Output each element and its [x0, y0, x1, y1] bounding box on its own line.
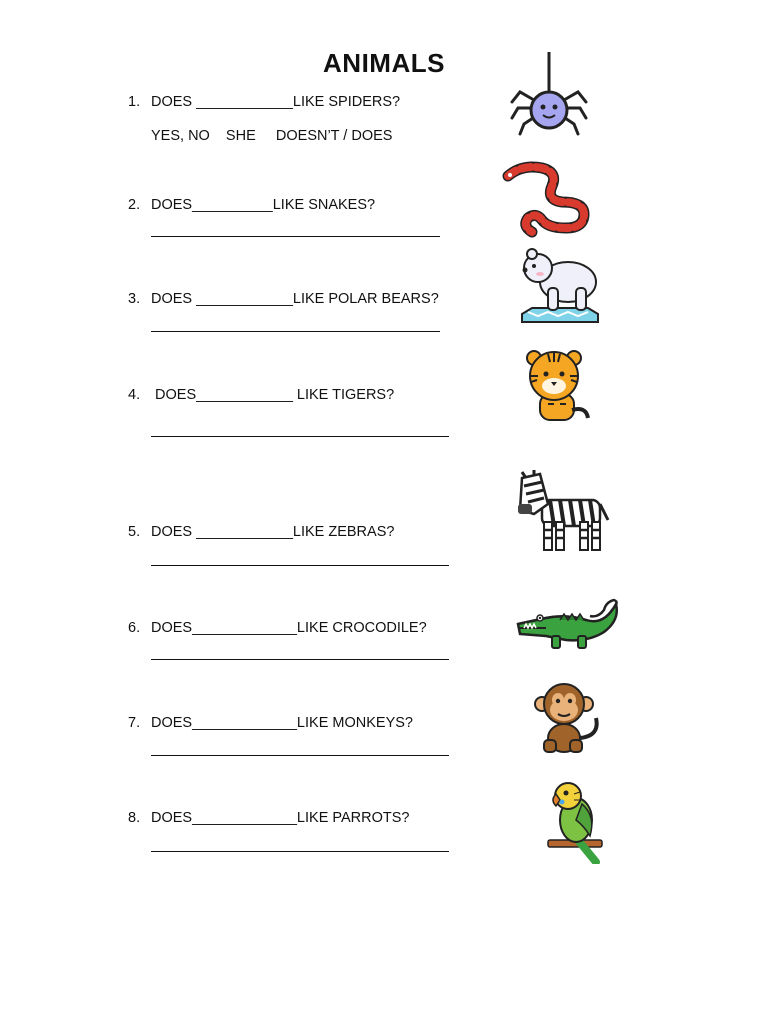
monkey-icon [534, 682, 600, 756]
answer-line[interactable] [151, 331, 440, 332]
answer-line[interactable] [151, 236, 440, 237]
question-number: 3. [128, 291, 141, 307]
answer-line[interactable] [151, 659, 449, 660]
question-number: 7. [128, 715, 141, 731]
polar-bear-icon [518, 244, 602, 326]
question-text: DOES ____________LIKE ZEBRAS? [151, 524, 395, 540]
answer-line[interactable] [151, 851, 449, 852]
question-text: DOES____________ LIKE TIGERS? [151, 387, 395, 403]
crocodile-icon [516, 596, 620, 654]
parrot-icon [546, 780, 606, 864]
question-number: 2. [128, 197, 141, 213]
snake-icon [502, 158, 594, 238]
question-number: 6. [128, 620, 141, 636]
question-text: DOES_____________LIKE CROCODILE? [151, 620, 427, 636]
question-number: 1. [128, 94, 141, 110]
question-text: DOES ____________LIKE POLAR BEARS? [151, 291, 439, 307]
answer-line[interactable] [151, 755, 449, 756]
question-text: DOES_____________LIKE MONKEYS? [151, 715, 413, 731]
answer-line[interactable] [151, 565, 449, 566]
zebra-icon [514, 470, 610, 554]
question-number: 4. [128, 387, 141, 403]
page-title: ANIMALS [323, 48, 445, 78]
question-text: DOES ____________LIKE SPIDERS? [151, 94, 401, 110]
answer-text: YES, NO SHE DOESN’T / DOES [151, 128, 393, 144]
question-text: DOES__________LIKE SNAKES? [151, 197, 376, 213]
question-text: DOES_____________LIKE PARROTS? [151, 810, 410, 826]
spider-icon [506, 52, 594, 140]
tiger-icon [522, 348, 594, 428]
question-number: 8. [128, 810, 141, 826]
answer-line[interactable] [151, 436, 449, 437]
question-number: 5. [128, 524, 141, 540]
